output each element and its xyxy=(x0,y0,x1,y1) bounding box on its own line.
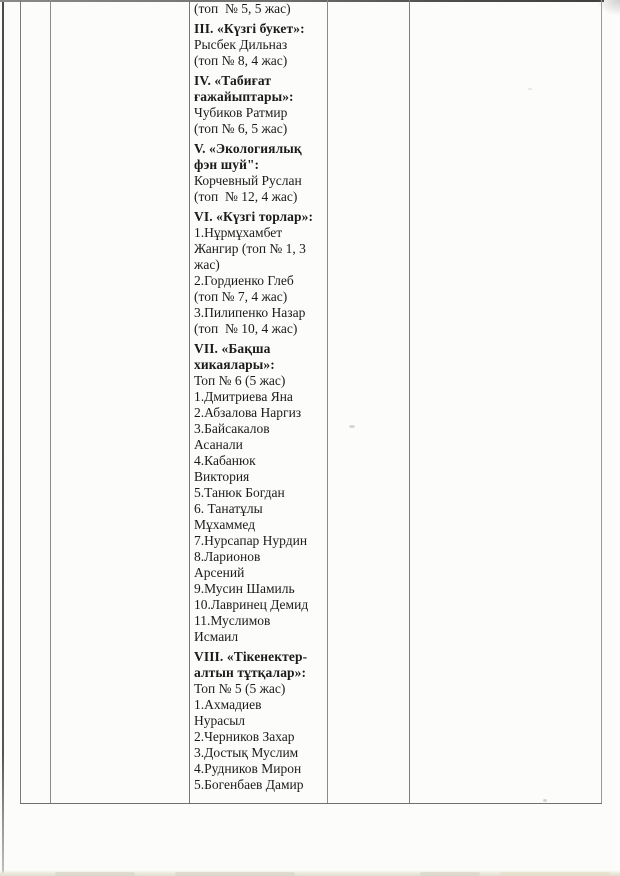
text-line: жас) xyxy=(194,257,220,272)
text-line: Чубиков Ратмир xyxy=(194,105,288,120)
entry-heading-line: VIII. «Тікенектер- xyxy=(194,649,308,664)
text-line: 4.Рудников Мирон xyxy=(194,761,302,776)
text-line: Виктория xyxy=(194,469,250,484)
entry-block xyxy=(194,21,326,69)
text-line: 3.Пилипенко Назар xyxy=(194,305,306,320)
text-line: Рысбек Дильназ xyxy=(194,37,288,52)
scan-bottom-artifact xyxy=(55,872,135,876)
entry-block xyxy=(194,1,326,17)
text-line: 2.Черников Захар xyxy=(194,729,295,744)
entry-block xyxy=(194,209,326,337)
text-line: 5.Богенбаев Дамир xyxy=(194,777,304,792)
text-line: 10.Лавринец Демид xyxy=(194,597,309,612)
table-bottom-border xyxy=(20,803,602,804)
text-line: 9.Мусин Шамиль xyxy=(194,581,295,596)
text-line: (топ № 6, 5 жас) xyxy=(194,121,288,136)
text-line: 5.Танюк Богдан xyxy=(194,485,285,500)
text-line: (топ № 7, 4 жас) xyxy=(194,289,288,304)
entry-block xyxy=(194,649,326,793)
entry-heading-line: алтын тұтқалар»: xyxy=(194,665,307,680)
scan-bottom-artifact xyxy=(500,872,610,876)
participants-list-column xyxy=(194,1,326,793)
text-line: 1.Дмитриева Яна xyxy=(194,389,293,404)
table-column-border-2 xyxy=(50,0,51,803)
entry-heading-line: фэн шуй": xyxy=(194,157,260,172)
table-column-border-5 xyxy=(409,0,410,803)
text-line: 11.Муслимов xyxy=(194,613,271,628)
text-line: Топ № 5 (5 жас) xyxy=(194,681,286,696)
text-line: (топ № 10, 4 жас) xyxy=(194,321,298,336)
table-column-border-3 xyxy=(189,0,190,803)
text-line: 2.Абзалова Наргиз xyxy=(194,405,302,420)
scan-speck xyxy=(543,799,547,802)
text-line: Асанали xyxy=(194,437,243,452)
entry-heading-line: хикаялары»: xyxy=(194,357,275,372)
text-line: 1.Ахмадиев xyxy=(194,697,262,712)
text-line: (топ № 8, 4 жас) xyxy=(194,53,288,68)
entry-heading-line: ғажайыптары»: xyxy=(194,89,294,104)
scan-speck xyxy=(528,88,532,90)
text-line: 4.Кабанюк xyxy=(194,453,256,468)
entry-block xyxy=(194,141,326,205)
text-line: 7.Нурсапар Нурдин xyxy=(194,533,308,548)
text-line: Арсений xyxy=(194,565,245,580)
entry-block xyxy=(194,73,326,137)
text-line: Мұхаммед xyxy=(194,517,256,532)
text-line: (топ № 12, 4 жас) xyxy=(194,189,298,204)
text-line: 3.Достық Муслим xyxy=(194,745,299,760)
table-column-border-4 xyxy=(327,0,328,803)
entry-heading-line: V. «Экологиялық xyxy=(194,141,302,156)
scan-corner-shade xyxy=(596,0,620,16)
text-line: 2.Гордиенко Глеб xyxy=(194,273,294,288)
entry-heading-line: VI. «Күзгі торлар»: xyxy=(194,209,314,224)
entry-heading-line: VII. «Бақша xyxy=(194,341,271,356)
scan-bottom-artifact xyxy=(175,872,295,876)
scan-bottom-artifact xyxy=(420,872,480,876)
text-line: Корчевный Руслан xyxy=(194,173,302,188)
text-line: 1.Нұрмұхамбет xyxy=(194,225,283,240)
text-line: Жангир (топ № 1, 3 xyxy=(194,241,306,256)
text-line: Нурасыл xyxy=(194,713,246,728)
text-line: Топ № 6 (5 жас) xyxy=(194,373,286,388)
text-line: 3.Байсакалов xyxy=(194,421,270,436)
entry-heading-line: IV. «Табиғат xyxy=(194,73,272,88)
text-line: 8.Ларионов xyxy=(194,549,261,564)
scan-speck xyxy=(349,425,355,428)
text-line: 6. Танатұлы xyxy=(194,501,263,516)
entry-heading-line: III. «Күзгі букет»: xyxy=(194,21,305,36)
text-line: Исмаил xyxy=(194,629,239,644)
table-column-border-1 xyxy=(20,0,21,803)
entry-block xyxy=(194,341,326,645)
scan-edge-left-line xyxy=(2,0,4,876)
text-line: (топ № 5, 5 жас) xyxy=(194,1,291,16)
table-right-border xyxy=(601,0,602,803)
